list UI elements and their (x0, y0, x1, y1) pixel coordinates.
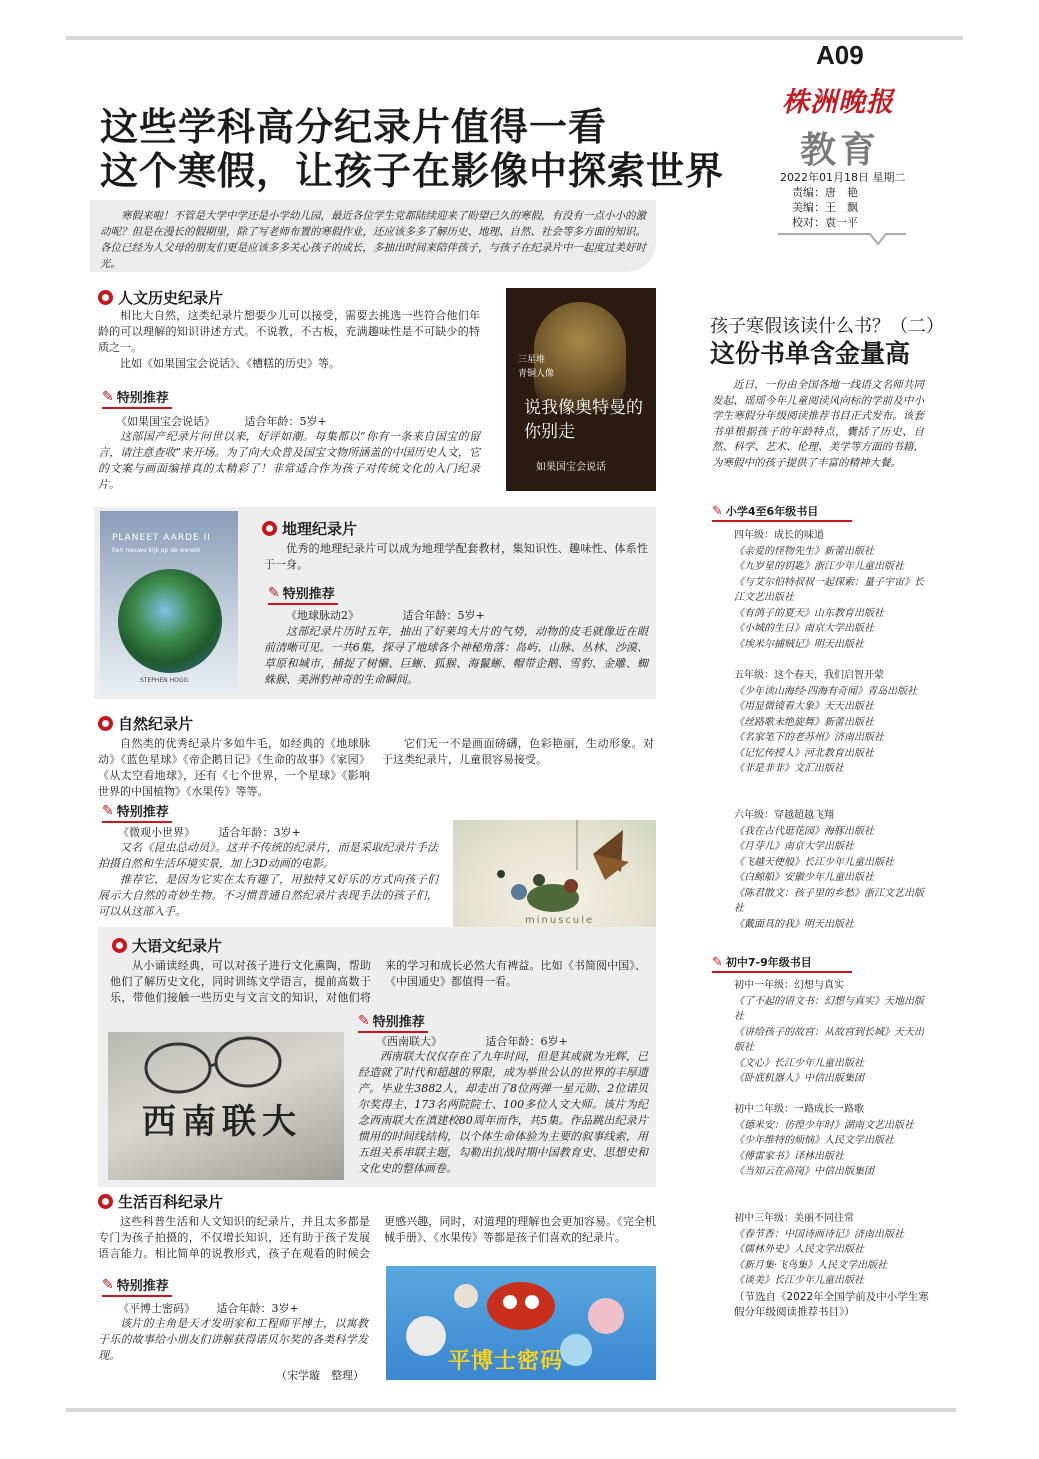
geo-p1: 优秀的地理纪录片可以成为地理学配套教材，集知识性、趣味性、体系性于一身。 (264, 542, 648, 571)
book-item: 《儒林外史》人民文学出版社 (734, 1244, 864, 1255)
book-item: 《有鸽子的夏天》山东教育出版社 (734, 607, 884, 619)
bottom-rule (66, 1408, 956, 1412)
rec-label-text: 特别推荐 (116, 805, 169, 820)
book-item: 《德米安：彷徨少年时》湖南文艺出版社 (734, 1119, 914, 1131)
section-title-life (98, 1191, 223, 1212)
poster-text2: 青铜人像 (518, 369, 555, 379)
geo-film-line (286, 607, 485, 623)
book-item: 《当知云在高岗》中信出版集团 (734, 1166, 874, 1177)
age-value: 3岁+ (273, 826, 301, 839)
life-p1: 这些科普生活和人文知识的纪录片，并且太多都是专门为孩子拍摄的，不仅增长知识，还有助于孩子发展语言能力。相比简单的说教形式，孩子在观看的时候会更感兴趣，同时，对道理的理解也会更加容易。《完全机械手册》、《水果传》等都是孩子们喜欢的纪录片。 (98, 1215, 656, 1260)
book-item: 《新月集·飞鸟集》人民文学出版社 (734, 1259, 888, 1271)
book-list-title1: 孩子寒假该读什么书？（二） (710, 316, 944, 337)
pen-icon: ✎ (712, 954, 723, 970)
chinese-desc-text: 西南联大仅仅存在了九年时间，但是其成就为光辉，已经造就了时代和超越的界限，成为举世公认的世界的丰厚遗产。毕业生3882人，却走出了8位两弹一星元勋、2位诺贝尔奖得主、173名两院院士、100多位人文大师。该片为纪念西南联大在滇建校80周年而作，共5集。作品跳出纪录片惯用的时间线结构，以个体生命体验为主要的叙事线索，用五组关系串联主题，勾勒出抗战时期中国教育史、思想史和文化史的整体画卷。 (358, 1050, 648, 1175)
age-label: 适合年龄： (485, 1035, 541, 1048)
life-desc-text: 该片的主角是天才发明家和工程师平博士，以寓教于乐的故事给小朋友们讲解获得诺贝尔奖的各类科学发现。 (98, 1317, 368, 1362)
pen-icon: ✎ (712, 503, 723, 519)
nature-desc1: 又名《昆虫总动员》。这并不传统的纪录片，而是采取纪录片手法拍摄自然和生活环境实景，加上3D动画的电影。 (98, 841, 438, 870)
history-desc-text: 这部国产纪录片问世以来，好评如潮。每集都以“你有一条来自国宝的留言，请注意查收”来开场。为了向大众普及国宝文物所涵盖的中国历史人文，它的文案与画面编排真的太精彩了！非常适合作为孩子对传统文化的入门纪录片。 (98, 430, 480, 491)
history-desc (98, 429, 480, 493)
rec-label-text: 特别推荐 (116, 1279, 169, 1294)
section-title-nature (98, 713, 193, 734)
rec-underline (102, 1295, 172, 1297)
pen-icon: ✎ (102, 1276, 114, 1293)
book-item: 《春节香：中国诗画诗记》济南出版社 (734, 1228, 904, 1240)
history-body (98, 308, 480, 372)
nature-body (98, 736, 654, 800)
chinese-p1: 从小诵读经典，可以对孩子进行文化熏陶，帮助他们了解历史文化，同时训练文学语言，提前高数于乐，带他们接触一些历史与文言文的知识，对他们将来的学习和成长必然大有裨益。比如《书简阅中国》、《中国通史》都值得一看。 (110, 959, 646, 1004)
headline-line1: 这些学科高分纪录片值得一看 (100, 105, 608, 149)
rec-underline (102, 407, 172, 409)
chinese-desc (358, 1049, 648, 1177)
section-title-text: 人文历史纪录片 (118, 289, 224, 307)
life-desc (98, 1316, 368, 1364)
book-item: 《名家笔下的老苏州》济南出版社 (734, 732, 884, 743)
book-list-title2: 这份书单含金量高 (710, 339, 911, 368)
rec-underline (102, 821, 172, 823)
junior-grade-head (712, 954, 812, 970)
book-item: 《讲给孩子的故宫：从故宫到长城》天天出版社 (734, 1026, 924, 1053)
book-item: 《傅雷家书》译林出版社 (734, 1150, 844, 1162)
book-item: 《用显微镜看大象》天天出版社 (734, 701, 874, 712)
chief-editor: 责编：唐 艳 (792, 186, 858, 199)
grade-head-text: 小学4至6年级书目 (725, 505, 819, 518)
age-label: 适合年龄： (402, 609, 458, 622)
compiler-note: （宋学璇 整理） (276, 1369, 364, 1382)
age-value: 3岁+ (271, 1302, 299, 1315)
geo-body (264, 541, 648, 573)
poster-subtitle: Een nieuwe kijk op de wereld (112, 547, 200, 554)
book-item: 《少年读山海经·四海有奇闻》青岛出版社 (734, 685, 918, 697)
grade6-list (734, 808, 930, 932)
book-item: 《记忆传授人》河北教育出版社 (734, 747, 874, 759)
poster-logo: 如果国宝会说话 (536, 462, 606, 473)
book-item: 《非是非非》文汇出版社 (734, 763, 844, 774)
poster-national-treasure (506, 288, 656, 491)
pen-icon: ✎ (102, 802, 114, 819)
film-title: 《如果国宝会说话》 (116, 415, 215, 428)
book-item: 《月芽儿》南京大学出版社 (734, 841, 854, 852)
grade-sub: 初中一年级：幻想与真实 (734, 980, 844, 991)
nature-p1: 自然类的优秀纪录片多如牛毛，如经典的《地球脉动》《蓝色星球》《帝企鹅日记》《生命的故事》《家园》《从太空看地球》，还有《七个世界，一个星球》《影响世界的中国植物》《水果传》等等。 (98, 737, 370, 798)
book-item: 《飞越天使般》长江少年儿童出版社 (734, 856, 894, 868)
film-title: 《地球脉动2》 (286, 609, 359, 622)
page-number: A09 (816, 40, 864, 70)
grade7-list (734, 978, 930, 1087)
film-title: 《平博士密码》 (118, 1302, 195, 1315)
book-item: 《九岁星的钥匙》浙江少年儿童出版社 (734, 561, 904, 572)
nature-p2: 它们无一不是画面磅礴，色彩艳丽，生动形象。对于这类纪录片，儿童很容易接受。 (382, 737, 654, 766)
rec-label-text: 特别推荐 (372, 1015, 425, 1030)
history-rec-label (102, 387, 169, 406)
age-label: 适合年龄： (244, 415, 300, 428)
age-value: 5岁+ (457, 609, 485, 622)
nature-film-line (118, 824, 301, 840)
grade9-list (734, 1211, 930, 1289)
pen-icon: ✎ (358, 1012, 370, 1029)
grade-underline (712, 520, 852, 522)
film-title: 《微观小世界》 (118, 826, 195, 839)
book-item: 《戴面具的我》明天出版社 (734, 918, 854, 930)
grade-sub: 初中三年级：美丽不同往常 (734, 1213, 854, 1224)
grade8-list (734, 1102, 930, 1180)
age-label: 适合年龄： (218, 826, 274, 839)
geo-desc-text: 这部纪录片历时五年，抽出了好莱坞大片的气势，动物的皮毛就像近在眼前清晰可见。一共6集，探寻了地球各个神秘角落：岛屿、山脉、丛林、沙漠、草原和城市，捕捉了树懒、巨蜥、狐猴、海鬣蜥、帽带企鹅、雪豹、金雕、蜘蛛猴、美洲豹神奇的生命瞬间。 (264, 625, 648, 686)
section-bullet-icon (98, 716, 113, 731)
nature-rec-label (102, 801, 169, 820)
age-value: 5岁+ (299, 415, 327, 428)
grade-sub: 六年级：穿越超越飞翔 (734, 810, 834, 821)
grade-sub: 四年级：成长的味道 (734, 530, 824, 541)
grade-sub: 初中二年级：一路成长一路歌 (734, 1104, 864, 1115)
poster-planet-earth (100, 511, 238, 694)
film-title: 《西南联大》 (376, 1035, 442, 1048)
geo-rec-label (268, 583, 335, 602)
section-bullet-icon (98, 290, 113, 305)
poster-southwest-union (108, 1032, 344, 1180)
grade4-list (734, 528, 930, 652)
book-item: 《埃米尔捕贼记》明天出版社 (734, 638, 864, 650)
masthead-meta (780, 170, 906, 230)
nature-desc2: 推荐它，是因为它实在太有趣了，用独特又好乐的方式向孩子们展示大自然的奇妙生物。不习惯普通自然纪录片表现手法的孩子们，可以从这部入手。 (98, 873, 438, 918)
book-item: 《亲爱的怪物先生》新蕾出版社 (734, 545, 874, 557)
life-film-line (118, 1300, 299, 1316)
grade-underline (712, 971, 852, 973)
section-title-text: 自然纪录片 (118, 715, 194, 733)
issue-date: 2022年01月18日 星期二 (780, 171, 906, 184)
section-title-text: 地理纪录片 (282, 520, 358, 538)
section-title-chinese (112, 935, 222, 956)
intro-paragraph: 寒假来啦！不管是大学中学还是小学幼儿园，最近各位学生党都陆续迎来了盼望已久的寒假，有没有一点小小的激动呢？但是在漫长的假期里，除了写老师布置的寒假作业，还应该多多了解历史、地理、自然、社会等多方面的知识。各位已经为人父母的朋友们更是应该多多关心孩子的成长，多抽出时间来陪伴孩子，与孩子在纪录片中一起度过美好时光。 (90, 200, 656, 272)
section-bullet-icon (262, 521, 277, 536)
section-title-text: 大语文纪录片 (132, 937, 223, 955)
globe-icon (118, 569, 222, 673)
book-item: 《了不起的语文书：幻想与真实》天地出版社 (734, 995, 924, 1022)
headline-line2: 这个寒假，让孩子在影像中探索世界 (100, 149, 725, 193)
poster-word: minuscule (525, 915, 595, 926)
newspaper-logo: 株洲晚报 (782, 87, 894, 118)
age-label: 适合年龄： (216, 1302, 272, 1315)
history-film-line (116, 413, 327, 429)
grade5-list (734, 668, 930, 777)
book-item: 《与艾尔伯特叔叔一起探索：量子宇宙》长江文艺出版社 (734, 576, 924, 603)
chinese-body (110, 958, 646, 1006)
poster-author: STEPHEN HOGG (140, 677, 189, 684)
section-title-text: 生活百科纪录片 (118, 1193, 224, 1211)
book-item: 《陈君散文：孩子里的乡愁》浙江文艺出版社 (734, 887, 924, 914)
book-item: 《小城的生日》南京大学出版社 (734, 623, 874, 634)
art-editor: 美编：王 飘 (792, 201, 858, 214)
poster-tagline: 说我像奥特曼的你别走 (524, 398, 643, 442)
geo-desc (264, 624, 648, 688)
chinese-rec-label (358, 1011, 425, 1030)
book-list-source-note: （节选自《2022年全国学前及中小学生寒假分年级阅读推荐书目》） (734, 1291, 929, 1318)
primary-grade-head (712, 503, 818, 519)
book-item: 《卧底机器人》中信出版集团 (734, 1073, 864, 1084)
section-title-history (98, 287, 223, 308)
age-value: 6岁+ (540, 1035, 568, 1048)
history-p1: 相比大自然，这类纪录片想要少儿可以接受，需要去挑选一些符合他们年龄的可以理解的知识讲述方式。不说教，不古板，充满趣味性是不可缺少的特质之一。 (98, 309, 480, 354)
book-item: 《丝路歌未绝旋舞》新蕾出版社 (734, 716, 874, 728)
book-item: 《我在古代逛花园》海豚出版社 (734, 825, 874, 837)
section-name: 教育 (800, 129, 881, 171)
book-item: 《白鲸船》安徽少年儿童出版社 (734, 872, 874, 883)
meta-divider-arrow-icon (778, 232, 906, 246)
pen-icon: ✎ (268, 584, 280, 601)
history-p2: 比如《如果国宝会说话》、《槽糕的历史》等。 (120, 357, 340, 370)
chinese-film-line (376, 1033, 568, 1049)
rec-label-text: 特别推荐 (116, 391, 169, 406)
grade-head-text: 初中7-9年级书目 (725, 956, 812, 969)
rec-underline (268, 603, 338, 605)
life-rec-label (102, 1275, 169, 1294)
pen-icon: ✎ (102, 388, 114, 405)
poster-title: 平博士密码 (448, 1349, 564, 1374)
book-item: 《文心》长江少年儿童出版社 (734, 1057, 864, 1069)
rec-label-text: 特别推荐 (282, 587, 335, 602)
proofreader: 校对：袁一平 (792, 216, 858, 229)
book-item: 《谈美》长江少年儿童出版社 (734, 1275, 864, 1286)
section-bullet-icon (112, 938, 127, 953)
section-bullet-icon (98, 1194, 113, 1209)
book-item: 《少年维特的烦恼》人民文学出版社 (734, 1135, 894, 1146)
nature-desc (98, 840, 438, 920)
section-title-geo (262, 518, 357, 539)
grade-sub: 五年级：这个春天，我们启智开蒙 (734, 670, 884, 681)
poster-text1: 三星堆 (518, 355, 546, 365)
poster-title: 西南联大 (142, 1102, 302, 1142)
life-body (98, 1214, 656, 1264)
poster-minuscule (453, 820, 656, 932)
poster-title: PLANEET AARDE II (112, 533, 211, 543)
poster-doctor-ping (386, 1266, 656, 1380)
book-list-intro: 近日，一份由全国各地一线语文名师共同发起、瑶瑶今年儿童阅读风向标的学前及中小学生寒假分年级阅读推荐书目正式发布。该套书单根据孩子的年龄特点，囊括了历史、自然、科学、艺术、伦理、美学等方面的书籍，为寒假中的孩子提供了丰富的精神大餐。 (712, 379, 924, 469)
